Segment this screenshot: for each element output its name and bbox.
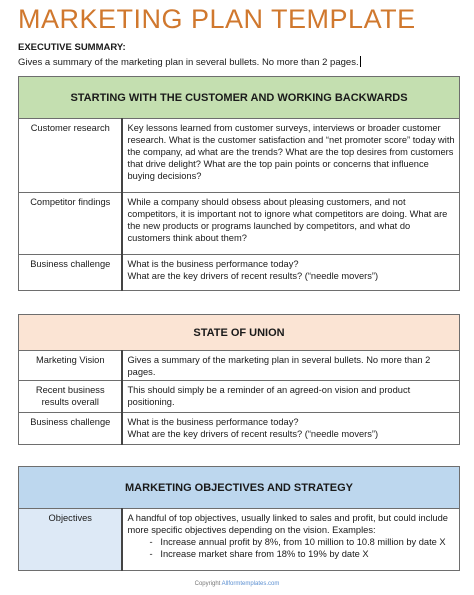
state-of-union-table (18, 314, 460, 445)
business-challenge-2-line-1: What is the business performance today? (127, 417, 299, 427)
customer-section-heading: STARTING WITH THE CUSTOMER AND WORKING BACKWARDS (19, 77, 460, 119)
competitor-findings-text[interactable]: While a company should obsess about pleasing customers, and not competitors, it is important not to ignore what competitors are doing. What are the new products or programs launched by competitors, and what do customers think about them? (122, 193, 460, 255)
customer-section-table (18, 76, 460, 291)
text-cursor (360, 56, 361, 67)
business-challenge-label: Business challenge (19, 255, 122, 291)
page-title: MARKETING PLAN TEMPLATE (18, 4, 416, 34)
footer-link[interactable]: Allformtemplates.com (221, 581, 280, 587)
business-challenge-2-line-2: What are the key drivers of recent results? (“needle movers”) (127, 429, 379, 439)
objectives-bullet-text: Increase market share from 18% to 19% by date X (160, 549, 369, 559)
marketing-vision-label: Marketing Vision (19, 351, 122, 381)
executive-summary-heading: EXECUTIVE SUMMARY: (18, 42, 126, 53)
objectives-label: Objectives (19, 509, 122, 571)
objectives-strategy-table (18, 466, 460, 571)
objectives-strategy-heading: MARKETING OBJECTIVES AND STRATEGY (19, 467, 460, 509)
business-challenge-text-2[interactable] (122, 413, 460, 445)
business-challenge-line-1: What is the business performance today? (127, 259, 299, 269)
objectives-bullet: - Increase annual profit by 8%, from 10 million to 10.8 million by date X (149, 537, 446, 547)
business-challenge-label-2: Business challenge (19, 413, 122, 445)
objectives-bullet-text: Increase annual profit by 8%, from 10 million to 10.8 million by date X (160, 537, 446, 547)
customer-research-text[interactable]: Key lessons learned from customer surveys, interviews or broader customer research. What is the customer satisfaction and “net promoter score” today with the company, ad what are the trends? What are the top desires from customers that drive delight? What are the top pain points or concerns that influence buying decisions? (122, 119, 460, 193)
objectives-text[interactable] (122, 509, 460, 571)
marketing-vision-text[interactable]: Gives a summary of the marketing plan in several bullets. No more than 2 pages. (122, 351, 460, 381)
customer-research-label: Customer research (19, 119, 122, 193)
executive-summary-value: Gives a summary of the marketing plan in several bullets. No more than 2 pages. (18, 57, 359, 68)
state-of-union-heading: STATE OF UNION (19, 315, 460, 351)
objectives-description: A handful of top objectives, usually linked to sales and profit, but could include more specific objectives depending on the vision. Examples: (127, 513, 448, 535)
objectives-bullet: - Increase market share from 18% to 19% by date X (149, 549, 369, 559)
recent-results-text[interactable]: This should simply be a reminder of an agreed-on vision and product positioning. (122, 381, 460, 413)
business-challenge-line-2: What are the key drivers of recent results? (“needle movers”) (127, 271, 379, 281)
recent-results-label: Recent business results overall (19, 381, 122, 413)
business-challenge-text[interactable] (122, 255, 460, 291)
executive-summary-text[interactable] (18, 56, 361, 68)
competitor-findings-label: Competitor findings (19, 193, 122, 255)
footer (0, 581, 474, 587)
copyright-text: Copyright (194, 581, 221, 587)
